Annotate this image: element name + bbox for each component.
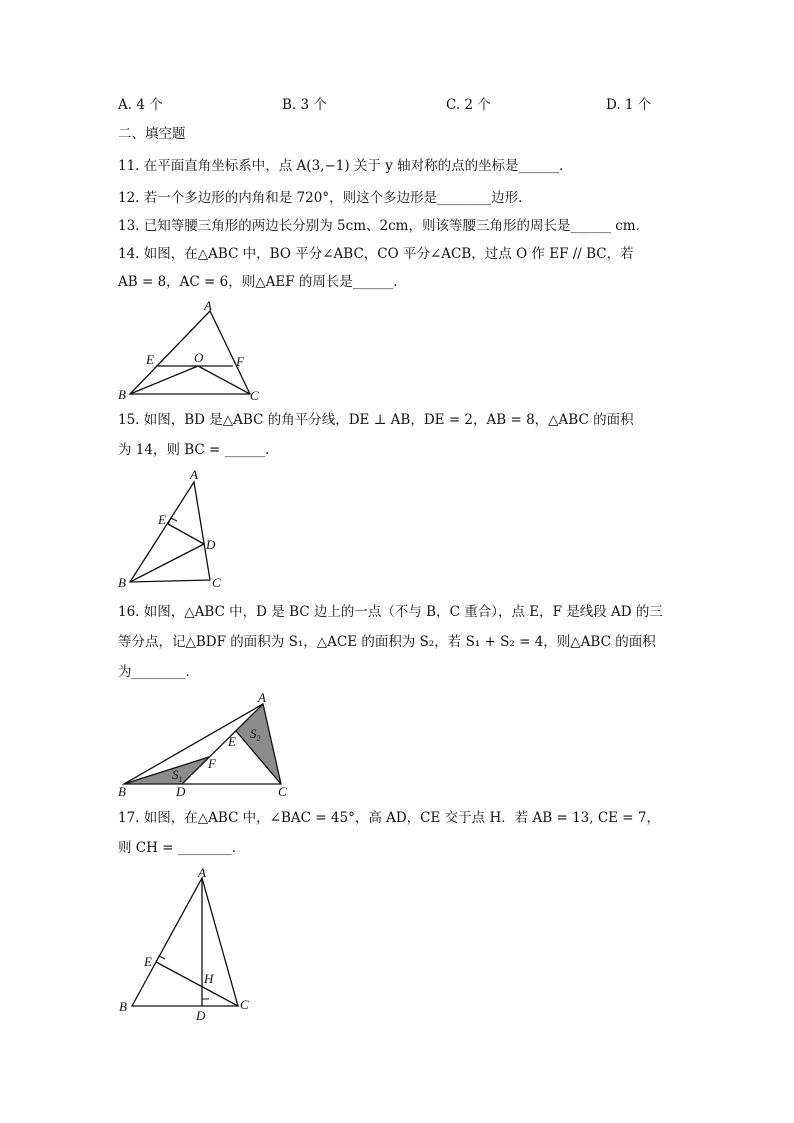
fig14-label-c: C xyxy=(250,388,259,403)
question-13: 13. 已知等腰三角形的两边长分别为 5cm、2cm，则该等腰三角形的周长是______ cm． xyxy=(118,218,650,234)
fig14-label-b: B xyxy=(118,387,126,402)
fig16-label-d: D xyxy=(176,784,186,799)
choice-d: D. 1 个 xyxy=(606,97,652,113)
fig17-label-d: D xyxy=(196,1008,206,1023)
fig15-label-b: B xyxy=(118,575,126,590)
question-11: 11. 在平面直角坐标系中，点 A(3,−1) 关于 y 轴对称的点的坐标是______． xyxy=(118,158,573,174)
fig16-label-b: B xyxy=(118,784,126,799)
figure-15 xyxy=(110,466,240,594)
fig15-label-d: D xyxy=(206,537,216,552)
fig16-label-s2: $S_2$ xyxy=(250,726,261,743)
question-16-line1: 16. 如图，△ABC 中，D 是 BC 边上的一点（不与 B，C 重合），点 E，F 是线段 AD 的三 xyxy=(118,604,663,620)
question-17-line1: 17. 如图，在△ABC 中，∠BAC = 45°，高 AD，CE 交于点 H．若 AB = 13, CE = 7， xyxy=(118,810,661,826)
fig14-label-a: A xyxy=(204,298,212,313)
fig16-label-a: A xyxy=(258,690,266,705)
figure-14 xyxy=(110,296,280,406)
question-15-line1: 15. 如图，BD 是△ABC 的角平分线，DE ⊥ AB，DE = 2，AB = 8，△ABC 的面积 xyxy=(118,412,634,428)
fig17-label-e: E xyxy=(144,954,152,969)
section-title: 二、填空题 xyxy=(118,126,186,142)
fig16-label-f: F xyxy=(208,756,216,771)
choice-a: A. 4 个 xyxy=(118,97,163,113)
question-12: 12. 若一个多边形的内角和是 720°，则这个多边形是________边形． xyxy=(118,190,532,206)
question-16-line3: 为________． xyxy=(118,664,199,680)
choice-c: C. 2 个 xyxy=(446,97,491,113)
question-14-line2: AB = 8，AC = 6，则△AEF 的周长是______． xyxy=(118,274,407,290)
question-16-line2: 等分点，记△BDF 的面积为 S₁，△ACE 的面积为 S₂，若 S₁ + S₂ = 4，则△ABC 的面积 xyxy=(118,634,656,650)
fig14-label-f: F xyxy=(236,354,244,369)
figure-16 xyxy=(110,688,310,800)
fig14-label-e: E xyxy=(146,352,154,367)
fig17-label-b: B xyxy=(119,999,127,1014)
choice-b: B. 3 个 xyxy=(282,97,327,113)
fig15-label-a: A xyxy=(190,467,198,482)
fig16-label-e: E xyxy=(228,734,236,749)
fig15-label-e: E xyxy=(158,512,166,527)
question-14-line1: 14. 如图，在△ABC 中，BO 平分∠ABC，CO 平分∠ACB，过点 O 作 EF // BC，若 xyxy=(118,246,634,262)
fig17-label-c: C xyxy=(240,997,249,1012)
fig17-label-a: A xyxy=(198,865,206,880)
fig16-label-s1: $S_1$ xyxy=(172,767,183,784)
fig14-label-o: O xyxy=(194,350,204,365)
fig16-label-c: C xyxy=(278,784,287,799)
question-17-line2: 则 CH = ________． xyxy=(118,840,246,856)
fig15-label-c: C xyxy=(212,575,221,590)
fig17-label-h: H xyxy=(204,971,214,986)
figure-17 xyxy=(110,864,270,1024)
question-15-line2: 为 14，则 BC = ______． xyxy=(118,442,279,458)
